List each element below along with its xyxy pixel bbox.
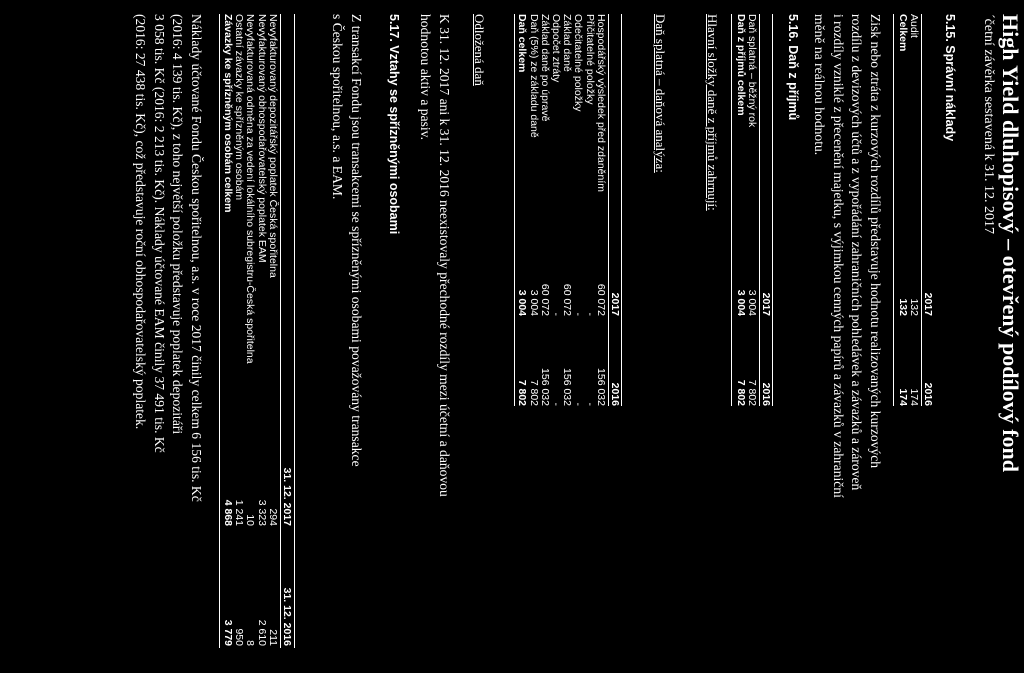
table-row xyxy=(746,14,757,406)
table-header-row xyxy=(281,14,292,648)
table-row xyxy=(550,14,561,406)
section-heading-5-17: 5.17. Vztahy se spřízněnými osobami xyxy=(387,14,401,235)
related-parties-table xyxy=(222,14,295,648)
fx-paragraph xyxy=(810,14,884,667)
col-header-2016: 2016 xyxy=(922,382,934,406)
divider xyxy=(608,14,609,406)
row-label: Závazky ke spřízněným osobám celkem xyxy=(222,14,235,213)
table-row xyxy=(255,14,266,648)
col-header-2017: 31. 12. 2017 xyxy=(281,467,293,526)
row-value-2016: 7 802 xyxy=(734,379,747,406)
table-row-total xyxy=(896,14,907,406)
paragraph-line: rozdílu z devizových účtů a z vypořádání zahraničních pohledávek a závazků a zároveň xyxy=(849,14,865,491)
paragraph-line: Zisk nebo ztráta z kurzových rozdílů představuje hodnotu realizovaných kurzových xyxy=(868,14,883,469)
col-header-2016: 2016 xyxy=(760,382,772,406)
row-value-2017: 3 004 xyxy=(745,289,758,316)
row-label: Nevyfakturovaný depozitářský poplatek Česká spořitelna xyxy=(266,14,279,278)
row-value-2016: 2 610 xyxy=(255,619,268,646)
row-label: Odečitatelné položky xyxy=(572,14,585,112)
row-value-2017: 3 323 xyxy=(255,499,268,526)
row-value-2016: 950 xyxy=(233,628,246,646)
page-title: High Yield dluhopisový – otevřený podílový fond xyxy=(998,14,1023,473)
table-header-row xyxy=(922,14,933,406)
divider xyxy=(280,14,281,648)
row-value-2016: - xyxy=(583,402,596,406)
row-value-2017: 294 xyxy=(266,508,279,526)
row-value-2017: 3 004 xyxy=(527,289,540,316)
related-parties-intro xyxy=(328,14,365,667)
paragraph-line: měně na reálnou hodnotu. xyxy=(812,14,828,156)
page-subtitle: ´četní závěrka sestavená k 31. 12. 2017 xyxy=(981,14,996,235)
row-value-2017: - xyxy=(550,312,563,316)
row-value-2017: 4 868 xyxy=(222,499,235,526)
divider xyxy=(621,14,622,406)
divider xyxy=(731,14,732,406)
col-header-2017: 2017 xyxy=(922,292,934,316)
table-row xyxy=(561,14,572,406)
row-label: Nevyfakturovaný obhospodařovatelský poplatek EAM xyxy=(255,14,268,263)
deferred-tax-title: Odložená daň xyxy=(472,14,487,86)
table-row xyxy=(233,14,244,648)
table-row xyxy=(572,14,583,406)
divider xyxy=(772,14,773,406)
row-label: Daň splatná – běžný rok xyxy=(745,14,758,128)
table-row xyxy=(908,14,919,406)
row-value-2017: 60 072 xyxy=(538,283,551,316)
paragraph-line: hodnotou aktiv a pasiv. xyxy=(418,14,434,140)
row-value-2016: 7 802 xyxy=(745,379,758,406)
row-value-2017: - xyxy=(583,312,596,316)
table-row-total xyxy=(516,14,527,406)
row-label: Daň celkem xyxy=(516,14,529,73)
paragraph-line: s Českou spořitelnou, a.s. a EAM. xyxy=(330,14,346,200)
row-value-2016: 7 802 xyxy=(516,379,529,406)
row-label: Základ daně po úpravě xyxy=(538,14,551,122)
paragraph-line: 3 058 tis. Kč (2016: 2 213 tis. Kč). Náklady účtované EAM činily 37 491 tis. Kč xyxy=(152,14,167,453)
row-label: Celkem xyxy=(896,14,909,52)
table-row xyxy=(528,14,539,406)
row-value-2017: 10 xyxy=(244,514,257,526)
table-row-total xyxy=(222,14,233,648)
divider xyxy=(893,14,894,406)
tax-analysis-title: Daň splatná – daňová analýza: xyxy=(653,14,668,173)
paragraph-line: (2016: 4 139 tis. Kč), z toho největší položku představuje poplatek depozitáři xyxy=(170,14,186,435)
document-page xyxy=(0,14,1024,667)
row-value-2016: - xyxy=(550,402,563,406)
row-value-2016: 174 xyxy=(896,388,909,406)
row-value-2017: 60 072 xyxy=(561,283,574,316)
section-heading-5-16: 5.16. Daň z příjmů xyxy=(786,14,800,121)
row-label: Ostatní závazky ke spřízněným osobám xyxy=(233,14,246,201)
row-label: Daň z příjmů celkem xyxy=(734,14,747,116)
row-label: Přičitatelné položky xyxy=(583,14,596,105)
row-value-2016: 156 032 xyxy=(561,368,574,406)
row-label: Nevyfakturovaná odměna za vedení lokálního subregistru-Česká spořitelna xyxy=(244,14,257,364)
row-value-2016: - xyxy=(572,402,585,406)
table-row xyxy=(583,14,594,406)
paragraph-line: (2016: 27 438 tis. Kč), což představuje roční obhospodařovatelský poplatek. xyxy=(133,14,149,430)
row-value-2016: 174 xyxy=(907,388,920,406)
row-value-2017: 1 241 xyxy=(233,499,246,526)
table-row xyxy=(595,14,606,406)
paragraph-line: i rozdíly vzniklé z přecenění majetku, s výjimkou cenných papírů a závazků v zahraniční xyxy=(831,14,846,498)
row-value-2016: 156 032 xyxy=(538,368,551,406)
divider xyxy=(759,14,760,406)
table-header-row xyxy=(609,14,620,406)
tax-analysis-table xyxy=(516,14,622,406)
row-label: Audit xyxy=(907,14,920,38)
row-value-2017: - xyxy=(572,312,585,316)
row-value-2017: 132 xyxy=(896,298,909,316)
col-header-2017: 2017 xyxy=(760,292,772,316)
row-label: Daň (5%) ze základu daně xyxy=(527,14,540,138)
row-value-2016: 8 xyxy=(244,640,257,646)
col-header-2016: 2016 xyxy=(609,382,621,406)
row-label: Odpočet ztráty xyxy=(550,14,563,83)
table-header-row xyxy=(760,14,771,406)
row-value-2016: 7 802 xyxy=(527,379,540,406)
col-header-2016: 31. 12. 2016 xyxy=(281,587,293,646)
row-value-2017: 132 xyxy=(907,298,920,316)
paragraph-line: Z transakcí Fondu jsou transakcemi se spřízněnými osobami považovány transakce xyxy=(349,14,364,467)
row-value-2017: 3 004 xyxy=(734,289,747,316)
related-costs-paragraph xyxy=(131,14,205,667)
table-row-total xyxy=(734,14,745,406)
admin-costs-table xyxy=(896,14,933,406)
section-heading-5-15: 5.15. Správní náklady xyxy=(943,14,957,142)
deferred-tax-paragraph xyxy=(416,14,453,667)
row-label: Hospodářský výsledek před zdaněním xyxy=(594,14,607,193)
row-value-2016: 156 032 xyxy=(594,368,607,406)
row-label: Základ daně xyxy=(561,14,574,72)
paragraph-line: Náklady účtované Fondu Českou spořitelnou, a.s. v roce 2017 činily celkem 6 156 tis. Kč xyxy=(189,14,204,502)
row-value-2017: 3 004 xyxy=(516,289,529,316)
col-header-2017: 2017 xyxy=(609,292,621,316)
tax-components-title: Hlavní složky daně z příjmů zahrnují: xyxy=(705,14,720,211)
row-value-2016: 3 779 xyxy=(222,619,235,646)
divider xyxy=(921,14,922,406)
row-value-2017: 60 072 xyxy=(594,283,607,316)
divider xyxy=(219,14,220,648)
row-value-2016: 211 xyxy=(266,629,279,646)
divider xyxy=(514,14,515,406)
paragraph-line: K 31. 12. 2017 ani k 31. 12. 2016 neexistovaly přechodné rozdíly mezi účetní a daňovou xyxy=(437,14,452,497)
table-row xyxy=(267,14,278,648)
table-row xyxy=(244,14,255,648)
table-row xyxy=(539,14,550,406)
income-tax-table xyxy=(734,14,773,406)
divider xyxy=(294,14,295,648)
